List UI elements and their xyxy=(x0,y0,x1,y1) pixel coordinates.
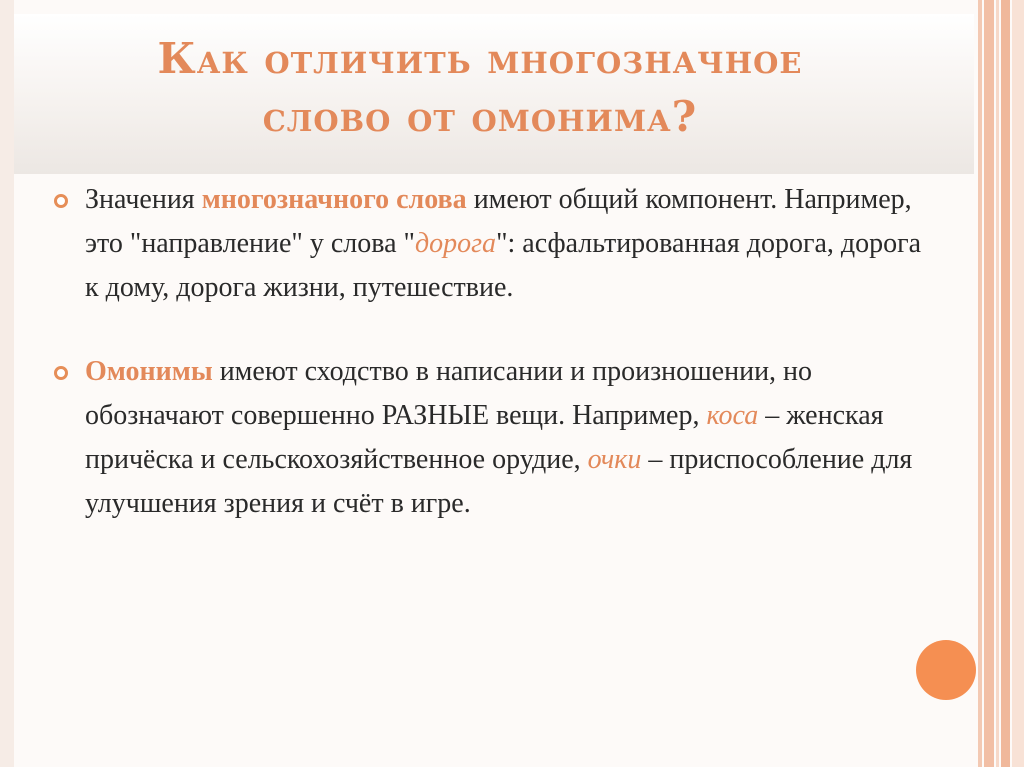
decorative-circle xyxy=(916,640,976,700)
example-kosa: коса xyxy=(706,400,759,431)
title-line-1: Как отличить многозначное xyxy=(157,34,803,83)
bullet-polysemous xyxy=(50,178,930,310)
bullet-text: ": асфальтированная дорога, дорога к дому, дорога жизни, путешествие. xyxy=(85,228,922,303)
example-doroga: дорога xyxy=(414,228,497,259)
title-line-2: слово от омонима? xyxy=(262,92,698,141)
term-homonyms: Омонимы xyxy=(85,356,213,387)
bullet-homonyms xyxy=(50,350,930,526)
left-border xyxy=(0,0,14,767)
bullet-icon xyxy=(54,366,68,380)
bullet-text: – женская причёска и сельскохозяйственное орудие, xyxy=(85,400,884,475)
bullet-text: Значения xyxy=(85,184,202,215)
right-stripes xyxy=(978,0,1024,767)
term-polysemous-word: многозначного слова xyxy=(201,184,467,215)
bullet-icon xyxy=(54,194,68,208)
bullet-text: имеют общий компонент. Например, это "направление" у слова " xyxy=(85,184,912,259)
slide-title xyxy=(40,30,920,146)
content xyxy=(50,178,930,526)
bullet-text: имеют сходство в написании и произношении, но обозначают совершенно РАЗНЫЕ вещи. Например, xyxy=(85,356,813,431)
bullet-text: – приспособление для улучшения зрения и счёт в игре. xyxy=(85,444,913,519)
example-ochki: очки xyxy=(587,444,642,475)
